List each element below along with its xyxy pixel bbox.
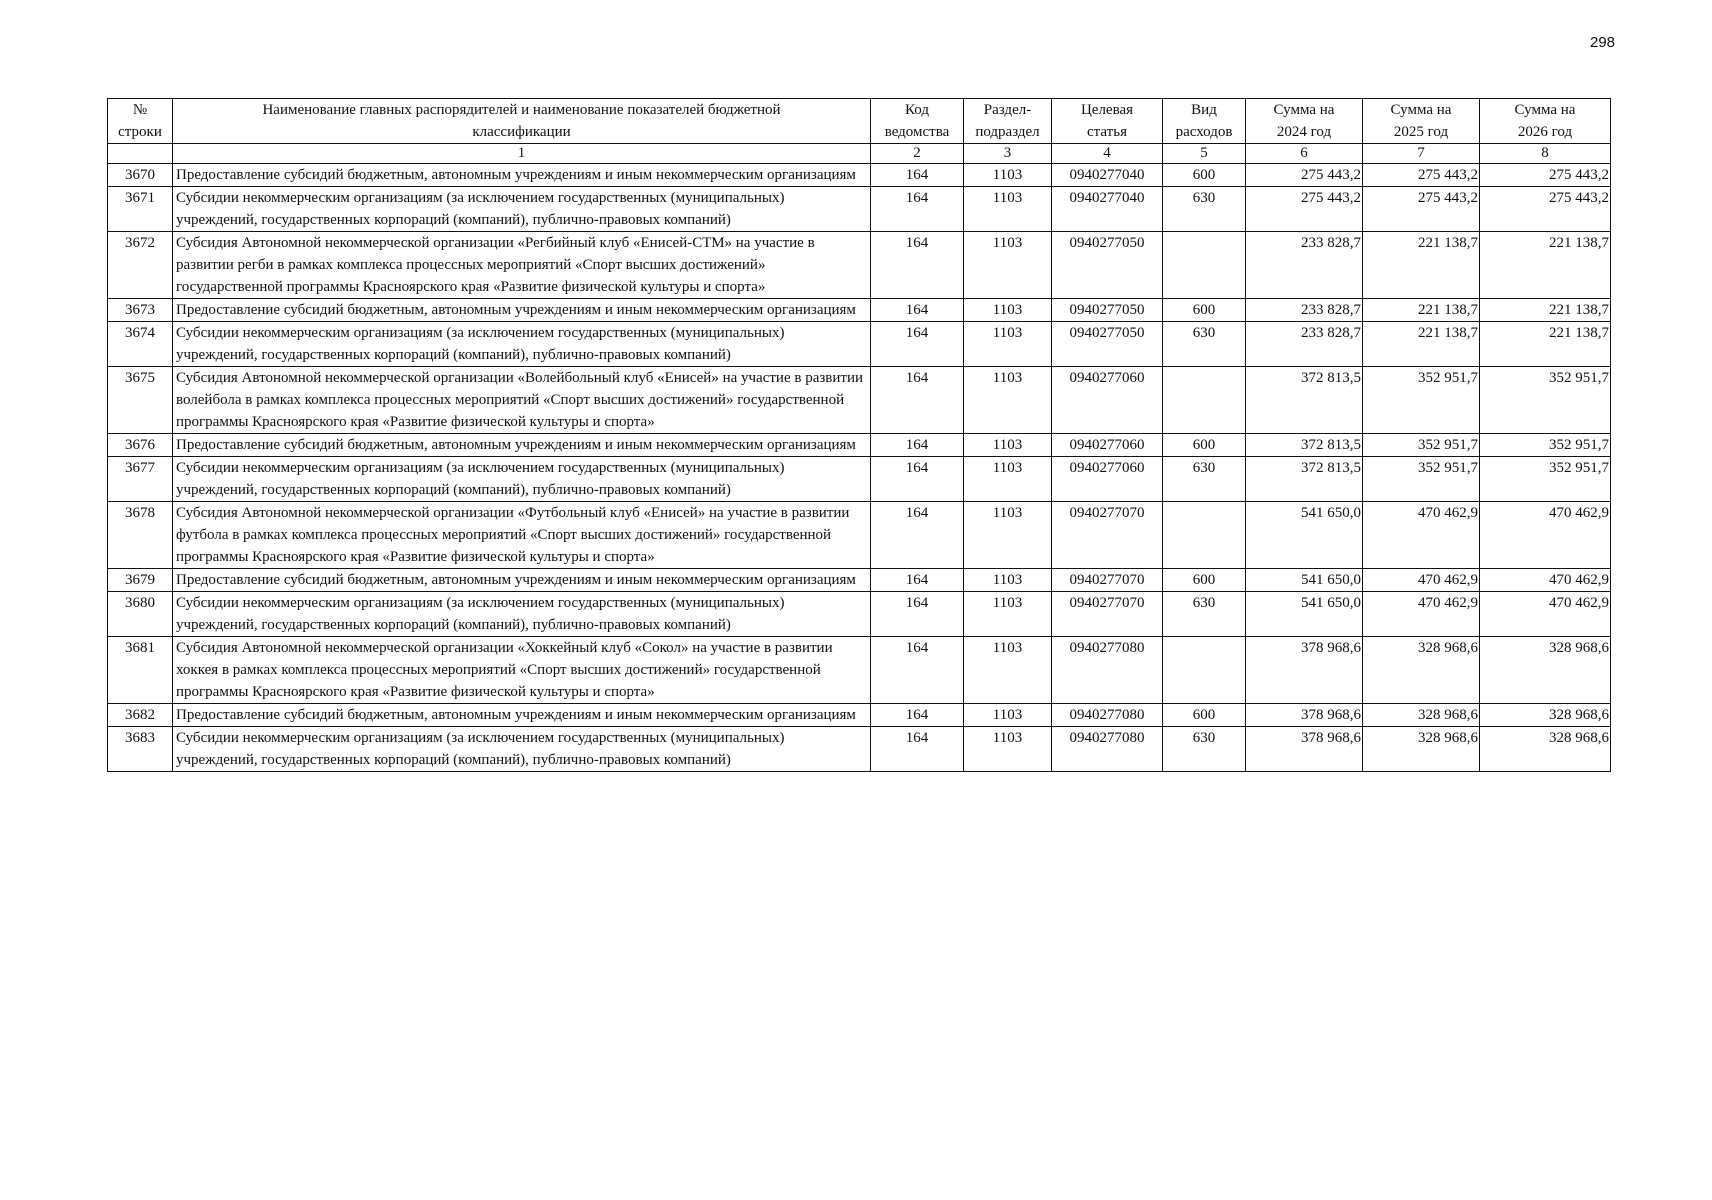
sum-2024-cell: 378 968,6 <box>1246 727 1363 772</box>
sum-2026-cell: 352 951,7 <box>1480 457 1611 502</box>
row-name-cell: Предоставление субсидий бюджетным, автономным учреждениям и иным некоммерческим организациям <box>173 704 871 727</box>
row-number-cell: 3680 <box>108 592 173 637</box>
department-code-cell: 164 <box>871 637 964 704</box>
department-code-cell: 164 <box>871 434 964 457</box>
sum-2025-cell: 328 968,6 <box>1363 727 1480 772</box>
sum-2024-cell: 378 968,6 <box>1246 637 1363 704</box>
row-number-cell: 3672 <box>108 232 173 299</box>
section-cell: 1103 <box>964 592 1052 637</box>
section-cell: 1103 <box>964 322 1052 367</box>
sum-2025-cell: 352 951,7 <box>1363 457 1480 502</box>
table-row <box>108 164 1611 187</box>
sum-2025-cell: 470 462,9 <box>1363 502 1480 569</box>
sum-2026-cell: 275 443,2 <box>1480 164 1611 187</box>
sum-2025-cell: 352 951,7 <box>1363 367 1480 434</box>
row-name-cell: Предоставление субсидий бюджетным, автономным учреждениям и иным некоммерческим организациям <box>173 434 871 457</box>
department-code-cell: 164 <box>871 592 964 637</box>
column-number: 3 <box>964 144 1052 164</box>
header-target-article: Целевая статья <box>1052 99 1163 144</box>
column-number: 7 <box>1363 144 1480 164</box>
expense-type-cell: 630 <box>1163 727 1246 772</box>
target-article-cell: 0940277040 <box>1052 187 1163 232</box>
sum-2026-cell: 470 462,9 <box>1480 569 1611 592</box>
row-number-cell: 3678 <box>108 502 173 569</box>
header-sum-2024: Сумма на 2024 год <box>1246 99 1363 144</box>
expense-type-cell: 630 <box>1163 187 1246 232</box>
section-cell: 1103 <box>964 727 1052 772</box>
table-row <box>108 592 1611 637</box>
table-header <box>108 99 1611 164</box>
sum-2026-cell: 328 968,6 <box>1480 637 1611 704</box>
table-row <box>108 367 1611 434</box>
table-row <box>108 299 1611 322</box>
header-name: Наименование главных распорядителей и наименование показателей бюджетной классификации <box>173 99 871 144</box>
table-row <box>108 727 1611 772</box>
row-name-cell: Субсидия Автономной некоммерческой организации «Регбийный клуб «Енисей-СТМ» на участие в развитии регби в рамках комплекса процессных мероприятий «Спорт высших достижений» государственной программы Красноярского края «Развитие физической культуры и спорта» <box>173 232 871 299</box>
section-cell: 1103 <box>964 299 1052 322</box>
section-cell: 1103 <box>964 367 1052 434</box>
section-cell: 1103 <box>964 164 1052 187</box>
department-code-cell: 164 <box>871 367 964 434</box>
header-sum-2025: Сумма на 2025 год <box>1363 99 1480 144</box>
sum-2024-cell: 233 828,7 <box>1246 322 1363 367</box>
sum-2026-cell: 352 951,7 <box>1480 367 1611 434</box>
section-cell: 1103 <box>964 187 1052 232</box>
expense-type-cell: 630 <box>1163 322 1246 367</box>
sum-2026-cell: 328 968,6 <box>1480 727 1611 772</box>
header-row <box>108 99 1611 144</box>
department-code-cell: 164 <box>871 322 964 367</box>
sum-2024-cell: 541 650,0 <box>1246 592 1363 637</box>
table-row <box>108 502 1611 569</box>
page-number: 298 <box>1590 34 1616 51</box>
column-number: 1 <box>173 144 871 164</box>
section-cell: 1103 <box>964 457 1052 502</box>
sum-2024-cell: 233 828,7 <box>1246 232 1363 299</box>
sum-2025-cell: 328 968,6 <box>1363 637 1480 704</box>
target-article-cell: 0940277060 <box>1052 457 1163 502</box>
header-expense-type: Вид расходов <box>1163 99 1246 144</box>
column-number: 6 <box>1246 144 1363 164</box>
sum-2026-cell: 275 443,2 <box>1480 187 1611 232</box>
row-name-cell: Субсидии некоммерческим организациям (за исключением государственных (муниципальных) учреждений, государственных корпораций (компаний), публично-правовых компаний) <box>173 457 871 502</box>
sum-2026-cell: 221 138,7 <box>1480 299 1611 322</box>
target-article-cell: 0940277070 <box>1052 569 1163 592</box>
sum-2026-cell: 221 138,7 <box>1480 232 1611 299</box>
expense-type-cell <box>1163 232 1246 299</box>
row-number-cell: 3674 <box>108 322 173 367</box>
section-cell: 1103 <box>964 502 1052 569</box>
table-row <box>108 187 1611 232</box>
sum-2024-cell: 378 968,6 <box>1246 704 1363 727</box>
sum-2025-cell: 470 462,9 <box>1363 592 1480 637</box>
sum-2025-cell: 328 968,6 <box>1363 704 1480 727</box>
department-code-cell: 164 <box>871 187 964 232</box>
row-name-cell: Субсидии некоммерческим организациям (за исключением государственных (муниципальных) учреждений, государственных корпораций (компаний), публично-правовых компаний) <box>173 187 871 232</box>
target-article-cell: 0940277050 <box>1052 322 1163 367</box>
row-number-cell: 3677 <box>108 457 173 502</box>
table-row <box>108 637 1611 704</box>
table-row <box>108 569 1611 592</box>
header-sum-2026: Сумма на 2026 год <box>1480 99 1611 144</box>
column-number-row <box>108 144 1611 164</box>
row-number-cell: 3681 <box>108 637 173 704</box>
sum-2024-cell: 372 813,5 <box>1246 457 1363 502</box>
section-cell: 1103 <box>964 434 1052 457</box>
sum-2024-cell: 372 813,5 <box>1246 367 1363 434</box>
expense-type-cell <box>1163 367 1246 434</box>
section-cell: 1103 <box>964 569 1052 592</box>
sum-2025-cell: 275 443,2 <box>1363 187 1480 232</box>
sum-2026-cell: 221 138,7 <box>1480 322 1611 367</box>
row-name-cell: Предоставление субсидий бюджетным, автономным учреждениям и иным некоммерческим организациям <box>173 299 871 322</box>
row-name-cell: Субсидия Автономной некоммерческой организации «Хоккейный клуб «Сокол» на участие в развитии хоккея в рамках комплекса процессных мероприятий «Спорт высших достижений» государственной программы Красноярского края «Развитие физической культуры и спорта» <box>173 637 871 704</box>
section-cell: 1103 <box>964 232 1052 299</box>
row-number-cell: 3679 <box>108 569 173 592</box>
row-name-cell: Субсидии некоммерческим организациям (за исключением государственных (муниципальных) учреждений, государственных корпораций (компаний), публично-правовых компаний) <box>173 727 871 772</box>
row-name-cell: Субсидия Автономной некоммерческой организации «Футбольный клуб «Енисей» на участие в развитии футбола в рамках комплекса процессных мероприятий «Спорт высших достижений» государственной программы Красноярского края «Развитие физической культуры и спорта» <box>173 502 871 569</box>
column-number <box>108 144 173 164</box>
section-cell: 1103 <box>964 704 1052 727</box>
row-name-cell: Субсидии некоммерческим организациям (за исключением государственных (муниципальных) учреждений, государственных корпораций (компаний), публично-правовых компаний) <box>173 592 871 637</box>
sum-2025-cell: 470 462,9 <box>1363 569 1480 592</box>
row-number-cell: 3675 <box>108 367 173 434</box>
target-article-cell: 0940277060 <box>1052 434 1163 457</box>
expense-type-cell: 600 <box>1163 569 1246 592</box>
expense-type-cell: 630 <box>1163 457 1246 502</box>
sum-2024-cell: 275 443,2 <box>1246 164 1363 187</box>
sum-2025-cell: 352 951,7 <box>1363 434 1480 457</box>
expense-type-cell <box>1163 502 1246 569</box>
table-row <box>108 704 1611 727</box>
department-code-cell: 164 <box>871 457 964 502</box>
target-article-cell: 0940277070 <box>1052 502 1163 569</box>
sum-2026-cell: 328 968,6 <box>1480 704 1611 727</box>
target-article-cell: 0940277060 <box>1052 367 1163 434</box>
sum-2025-cell: 275 443,2 <box>1363 164 1480 187</box>
department-code-cell: 164 <box>871 502 964 569</box>
table-row <box>108 322 1611 367</box>
column-number: 2 <box>871 144 964 164</box>
sum-2024-cell: 541 650,0 <box>1246 569 1363 592</box>
row-number-cell: 3683 <box>108 727 173 772</box>
department-code-cell: 164 <box>871 232 964 299</box>
row-number-cell: 3676 <box>108 434 173 457</box>
expense-type-cell <box>1163 637 1246 704</box>
sum-2024-cell: 233 828,7 <box>1246 299 1363 322</box>
sum-2024-cell: 372 813,5 <box>1246 434 1363 457</box>
sum-2026-cell: 470 462,9 <box>1480 592 1611 637</box>
sum-2025-cell: 221 138,7 <box>1363 232 1480 299</box>
row-name-cell: Предоставление субсидий бюджетным, автономным учреждениям и иным некоммерческим организациям <box>173 164 871 187</box>
department-code-cell: 164 <box>871 299 964 322</box>
sum-2024-cell: 275 443,2 <box>1246 187 1363 232</box>
expense-type-cell: 600 <box>1163 704 1246 727</box>
expense-type-cell: 630 <box>1163 592 1246 637</box>
expense-type-cell: 600 <box>1163 164 1246 187</box>
target-article-cell: 0940277080 <box>1052 637 1163 704</box>
department-code-cell: 164 <box>871 164 964 187</box>
department-code-cell: 164 <box>871 704 964 727</box>
target-article-cell: 0940277050 <box>1052 299 1163 322</box>
row-name-cell: Предоставление субсидий бюджетным, автономным учреждениям и иным некоммерческим организациям <box>173 569 871 592</box>
budget-table <box>107 98 1611 772</box>
column-number: 4 <box>1052 144 1163 164</box>
target-article-cell: 0940277040 <box>1052 164 1163 187</box>
section-cell: 1103 <box>964 637 1052 704</box>
row-name-cell: Субсидии некоммерческим организациям (за исключением государственных (муниципальных) учреждений, государственных корпораций (компаний), публично-правовых компаний) <box>173 322 871 367</box>
column-number: 8 <box>1480 144 1611 164</box>
header-row-number: № строки <box>108 99 173 144</box>
table-row <box>108 232 1611 299</box>
row-name-cell: Субсидия Автономной некоммерческой организации «Волейбольный клуб «Енисей» на участие в развитии волейбола в рамках комплекса процессных мероприятий «Спорт высших достижений» государственной программы Красноярского края «Развитие физической культуры и спорта» <box>173 367 871 434</box>
header-department-code: Код ведомства <box>871 99 964 144</box>
column-number: 5 <box>1163 144 1246 164</box>
department-code-cell: 164 <box>871 727 964 772</box>
table-body <box>108 164 1611 772</box>
header-section: Раздел- подраздел <box>964 99 1052 144</box>
table-row <box>108 457 1611 502</box>
sum-2026-cell: 470 462,9 <box>1480 502 1611 569</box>
target-article-cell: 0940277050 <box>1052 232 1163 299</box>
row-number-cell: 3682 <box>108 704 173 727</box>
expense-type-cell: 600 <box>1163 299 1246 322</box>
sum-2025-cell: 221 138,7 <box>1363 322 1480 367</box>
target-article-cell: 0940277080 <box>1052 704 1163 727</box>
row-number-cell: 3673 <box>108 299 173 322</box>
target-article-cell: 0940277080 <box>1052 727 1163 772</box>
target-article-cell: 0940277070 <box>1052 592 1163 637</box>
row-number-cell: 3670 <box>108 164 173 187</box>
row-number-cell: 3671 <box>108 187 173 232</box>
table-row <box>108 434 1611 457</box>
sum-2024-cell: 541 650,0 <box>1246 502 1363 569</box>
sum-2025-cell: 221 138,7 <box>1363 299 1480 322</box>
expense-type-cell: 600 <box>1163 434 1246 457</box>
department-code-cell: 164 <box>871 569 964 592</box>
sum-2026-cell: 352 951,7 <box>1480 434 1611 457</box>
